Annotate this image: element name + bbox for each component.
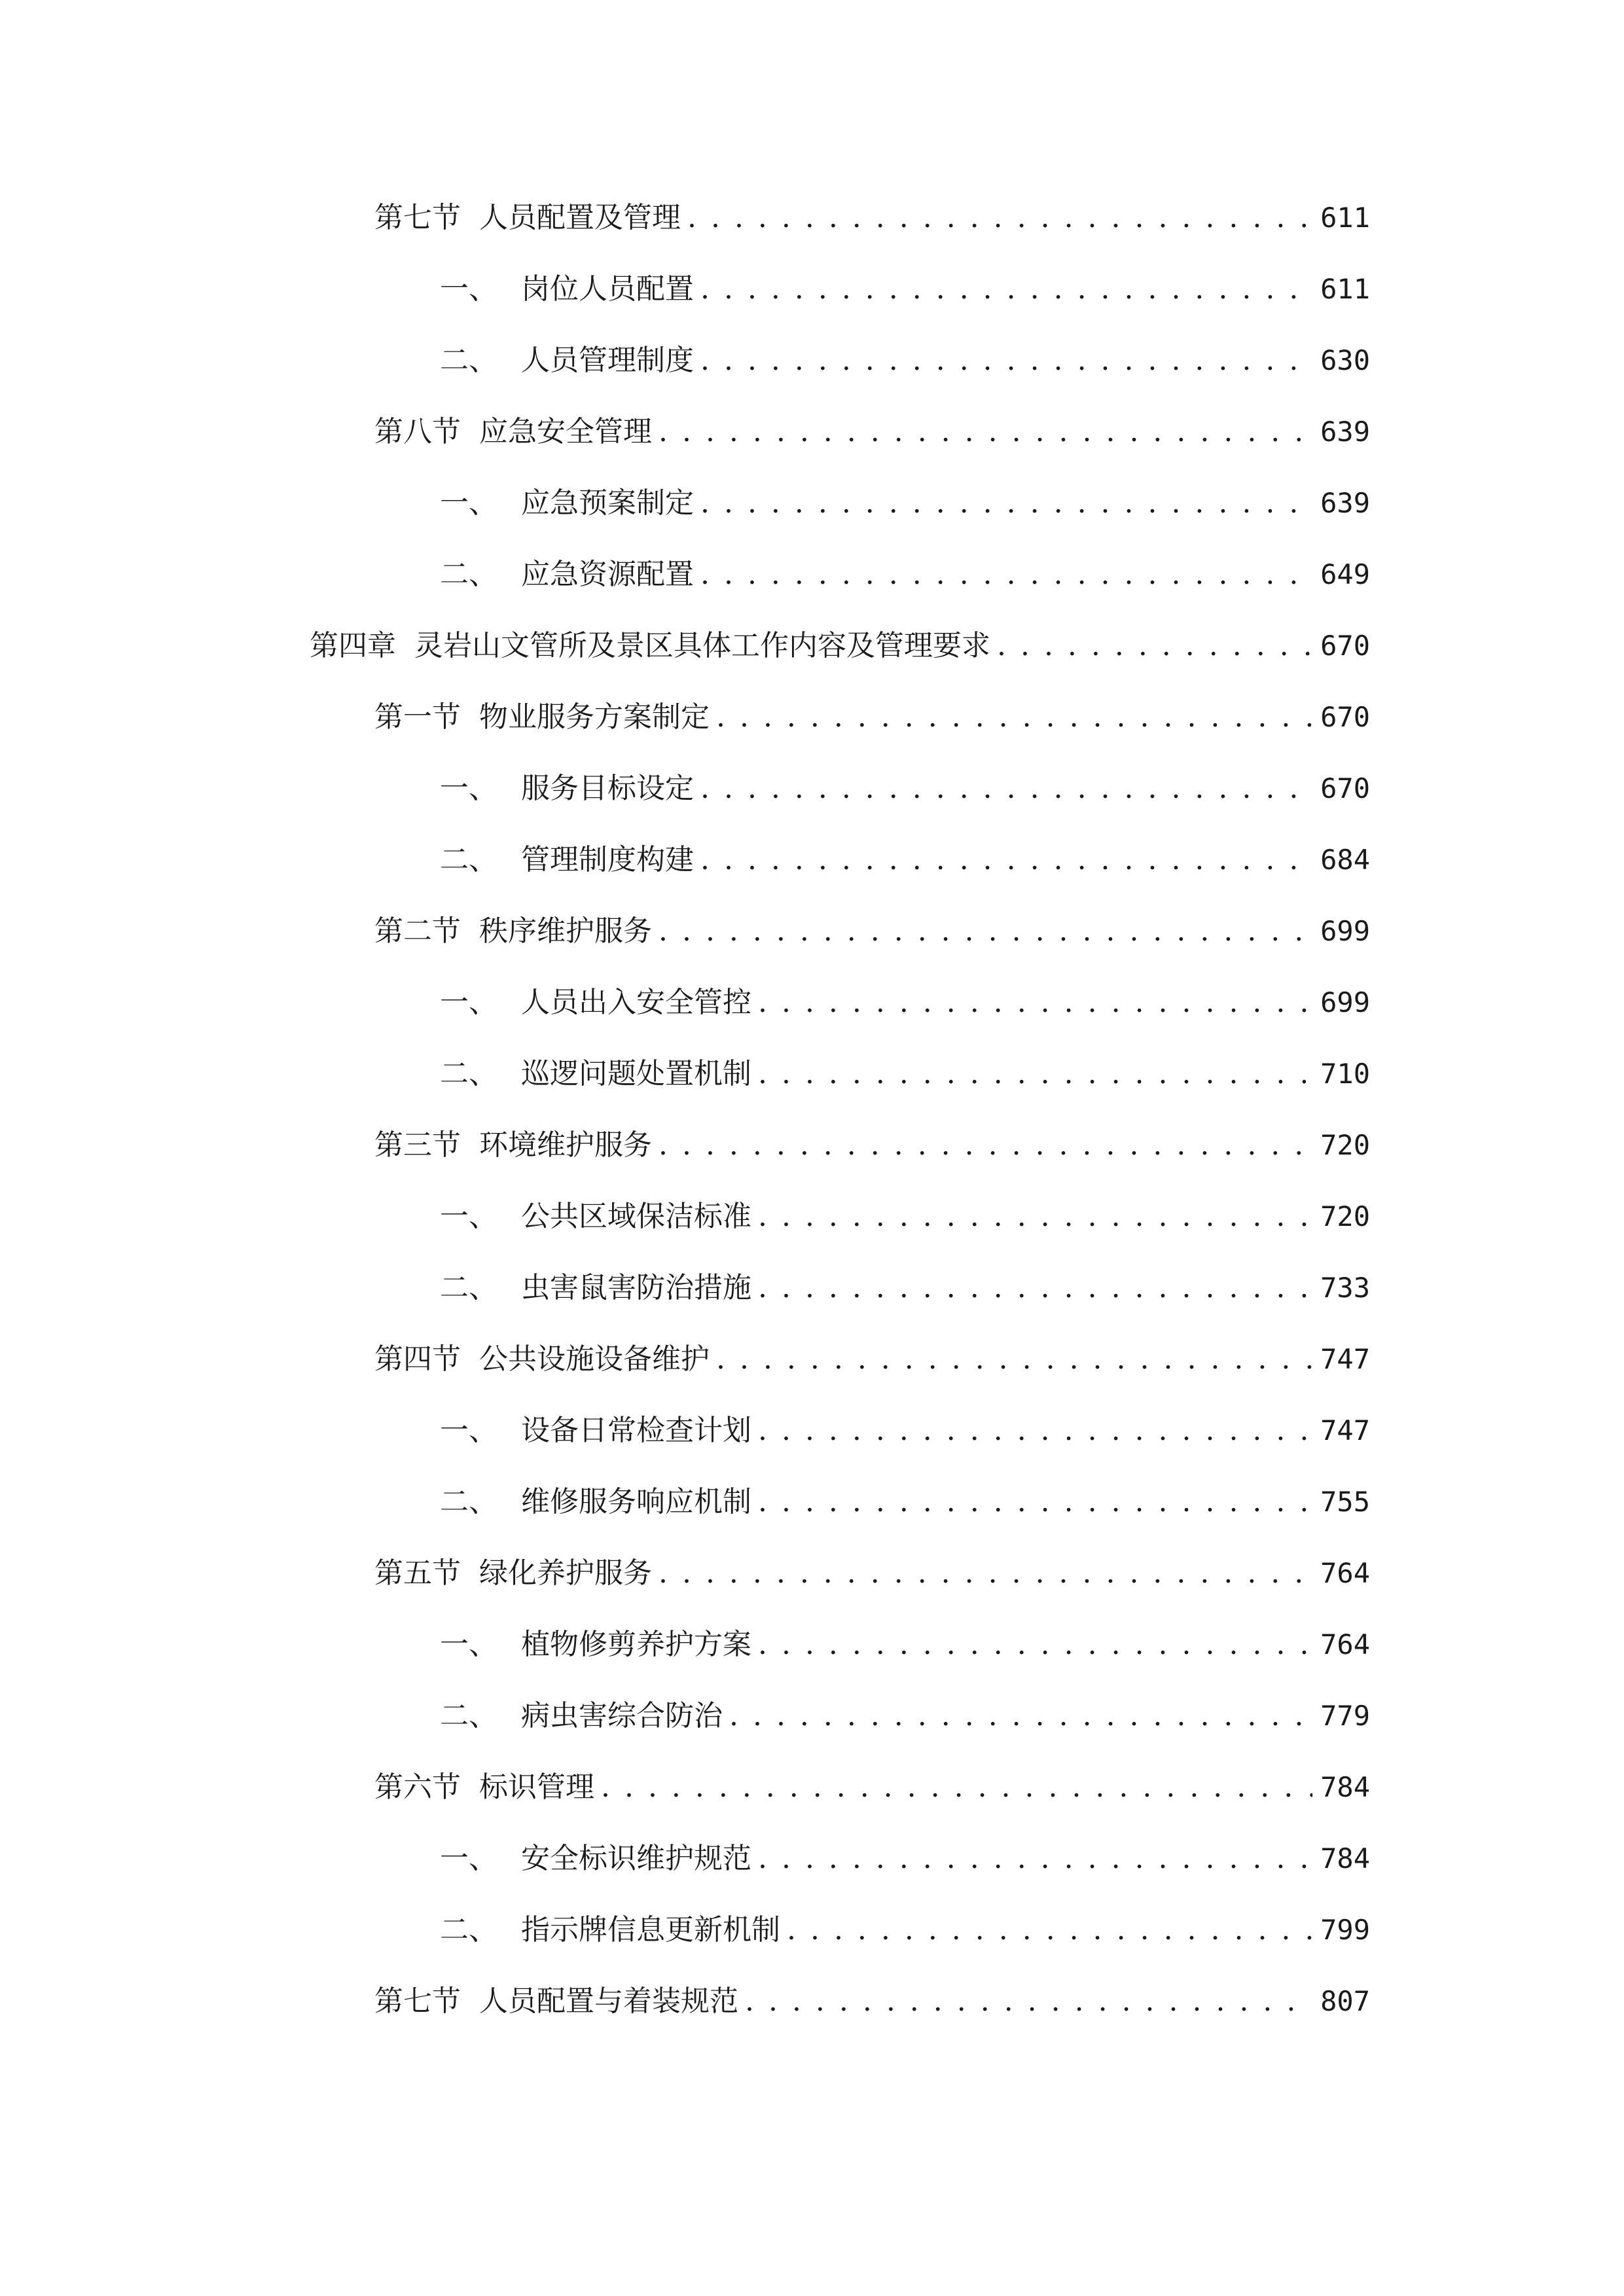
toc-entry-number: 二、 [440, 558, 497, 591]
dot-leader [758, 1194, 1312, 1240]
toc-entry-title: 灵岩山文管所及景区具体工作内容及管理要求 [414, 629, 990, 662]
dot-leader [659, 1551, 1312, 1596]
toc-entry-item[interactable] [440, 1408, 1370, 1454]
toc-entry-title: 应急预案制定 [521, 486, 694, 520]
dot-leader [997, 623, 1312, 669]
toc-entry-item[interactable] [440, 1836, 1370, 1882]
toc-entry-title: 植物修剪养护方案 [521, 1628, 751, 1661]
toc-entry-number: 第四节 [374, 1342, 461, 1376]
dot-leader [758, 1265, 1312, 1311]
toc-entry-number: 一、 [440, 1842, 497, 1875]
toc-entry-page: 799 [1320, 1914, 1370, 1946]
dot-leader [716, 1336, 1312, 1382]
dot-leader [758, 1622, 1312, 1668]
toc-entry-page: 670 [1320, 630, 1370, 662]
toc-entry-section[interactable] [374, 1979, 1370, 2024]
toc-entry-number: 二、 [440, 1057, 497, 1090]
toc-entry-title: 岗位人员配置 [521, 272, 694, 306]
toc-entry-item[interactable] [440, 480, 1370, 526]
toc-entry-number: 二、 [440, 344, 497, 377]
toc-entry-title: 标识管理 [479, 1770, 594, 1804]
dot-leader [758, 1479, 1312, 1525]
dot-leader [758, 1408, 1312, 1454]
toc-entry-page: 784 [1320, 1842, 1370, 1874]
dot-leader [659, 908, 1312, 954]
toc-entry-page: 670 [1320, 772, 1370, 804]
toc-entry-number: 第六节 [374, 1770, 461, 1804]
toc-entry-item[interactable] [440, 338, 1370, 384]
toc-entry-page: 720 [1320, 1129, 1370, 1161]
toc-entry-item[interactable] [440, 766, 1370, 812]
dot-leader [716, 694, 1312, 740]
toc-entry-page: 807 [1320, 1985, 1370, 2017]
toc-entry-page: 747 [1320, 1414, 1370, 1446]
toc-entry-item[interactable] [440, 1479, 1370, 1525]
toc-entry-page: 733 [1320, 1272, 1370, 1304]
toc-entry-title: 病虫害综合防治 [521, 1699, 723, 1732]
toc-entry-item[interactable] [440, 1194, 1370, 1240]
toc-entry-item[interactable] [440, 1907, 1370, 1953]
toc-entry-title: 服务目标设定 [521, 772, 694, 805]
toc-entry-number: 第四章 [310, 629, 396, 662]
toc-entry-page: 649 [1320, 558, 1370, 590]
dot-leader [700, 480, 1312, 526]
dot-leader [700, 552, 1312, 598]
toc-entry-title: 人员配置与着装规范 [479, 1984, 738, 2018]
toc-entry-section[interactable] [374, 694, 1370, 740]
toc-entry-title: 绿化养护服务 [479, 1556, 652, 1590]
toc-entry-number: 二、 [440, 1485, 497, 1518]
toc-entry-title: 秩序维护服务 [479, 914, 652, 948]
toc-entry-page: 720 [1320, 1200, 1370, 1232]
toc-entry-page: 764 [1320, 1628, 1370, 1660]
dot-leader [700, 837, 1312, 883]
toc-entry-number: 一、 [440, 272, 497, 306]
toc-entry-title: 人员配置及管理 [479, 201, 681, 234]
toc-entry-number: 第八节 [374, 415, 461, 448]
toc-entry-page: 670 [1320, 701, 1370, 733]
toc-entry-section[interactable] [374, 908, 1370, 954]
toc-entry-number: 第三节 [374, 1128, 461, 1162]
dot-leader [758, 1836, 1312, 1882]
dot-leader [787, 1907, 1312, 1953]
toc-entry-number: 一、 [440, 486, 497, 520]
toc-entry-number: 一、 [440, 1414, 497, 1447]
toc-entry-number: 一、 [440, 1200, 497, 1233]
toc-entry-title: 安全标识维护规范 [521, 1842, 751, 1875]
toc-entry-item[interactable] [440, 1265, 1370, 1311]
dot-leader [745, 1979, 1312, 2024]
toc-entry-page: 755 [1320, 1486, 1370, 1518]
toc-entry-title: 管理制度构建 [521, 843, 694, 876]
dot-leader [659, 1122, 1312, 1168]
toc-entry-item[interactable] [440, 1622, 1370, 1668]
toc-entry-page: 630 [1320, 344, 1370, 376]
toc-entry-section[interactable] [374, 195, 1370, 241]
toc-entry-title: 巡逻问题处置机制 [521, 1057, 751, 1090]
dot-leader [687, 195, 1312, 241]
toc-entry-page: 699 [1320, 986, 1370, 1018]
toc-entry-number: 第五节 [374, 1556, 461, 1590]
toc-entry-section[interactable] [374, 1122, 1370, 1168]
dot-leader [700, 766, 1312, 812]
toc-entry-item[interactable] [440, 1051, 1370, 1097]
toc-entry-page: 611 [1320, 273, 1370, 305]
dot-leader [758, 1051, 1312, 1097]
dot-leader [601, 1765, 1312, 1810]
toc-entry-section[interactable] [374, 1336, 1370, 1382]
toc-entry-page: 639 [1320, 416, 1370, 448]
toc-entry-section[interactable] [374, 1765, 1370, 1810]
toc-entry-number: 第七节 [374, 201, 461, 234]
toc-entry-page: 710 [1320, 1058, 1370, 1090]
toc-entry-title: 虫害鼠害防治措施 [521, 1271, 751, 1304]
toc-entry-chapter[interactable] [310, 623, 1370, 669]
toc-entry-number: 一、 [440, 986, 497, 1019]
toc-entry-number: 第一节 [374, 700, 461, 734]
toc-entry-title: 指示牌信息更新机制 [521, 1913, 780, 1946]
dot-leader [700, 266, 1312, 312]
toc-entry-page: 784 [1320, 1771, 1370, 1803]
toc-entry-title: 应急资源配置 [521, 558, 694, 591]
toc-entry-number: 一、 [440, 772, 497, 805]
toc-entry-title: 人员管理制度 [521, 344, 694, 377]
toc-entry-page: 611 [1320, 202, 1370, 234]
toc-entry-number: 二、 [440, 843, 497, 876]
toc-entry-page: 699 [1320, 915, 1370, 947]
toc-entry-title: 维修服务响应机制 [521, 1485, 751, 1518]
toc-entry-page: 684 [1320, 844, 1370, 876]
toc-entry-item[interactable] [440, 266, 1370, 312]
toc-entry-title: 人员出入安全管控 [521, 986, 751, 1019]
toc-entry-title: 环境维护服务 [479, 1128, 652, 1162]
dot-leader [700, 338, 1312, 384]
toc-entry-number: 二、 [440, 1271, 497, 1304]
toc-entry-number: 一、 [440, 1628, 497, 1661]
dot-leader [659, 409, 1312, 455]
toc-entry-title: 公共设施设备维护 [479, 1342, 710, 1376]
dot-leader [729, 1693, 1312, 1739]
toc-entry-item[interactable] [440, 837, 1370, 883]
toc-entry-item[interactable] [440, 1693, 1370, 1739]
toc-entry-item[interactable] [440, 980, 1370, 1026]
toc-entry-title: 应急安全管理 [479, 415, 652, 448]
dot-leader [758, 980, 1312, 1026]
toc-entry-section[interactable] [374, 1551, 1370, 1596]
toc-entry-number: 二、 [440, 1699, 497, 1732]
toc-entry-title: 设备日常检查计划 [521, 1414, 751, 1447]
toc-entry-page: 639 [1320, 487, 1370, 519]
toc-entry-page: 779 [1320, 1700, 1370, 1732]
toc-entry-section[interactable] [374, 409, 1370, 455]
toc-entry-number: 第七节 [374, 1984, 461, 2018]
toc-entry-page: 747 [1320, 1343, 1370, 1375]
toc-entry-page: 764 [1320, 1557, 1370, 1589]
toc-entry-title: 物业服务方案制定 [479, 700, 710, 734]
toc-entry-item[interactable] [440, 552, 1370, 598]
toc-entry-number: 第二节 [374, 914, 461, 948]
toc-entry-title: 公共区域保洁标准 [521, 1200, 751, 1233]
toc-entry-number: 二、 [440, 1913, 497, 1946]
